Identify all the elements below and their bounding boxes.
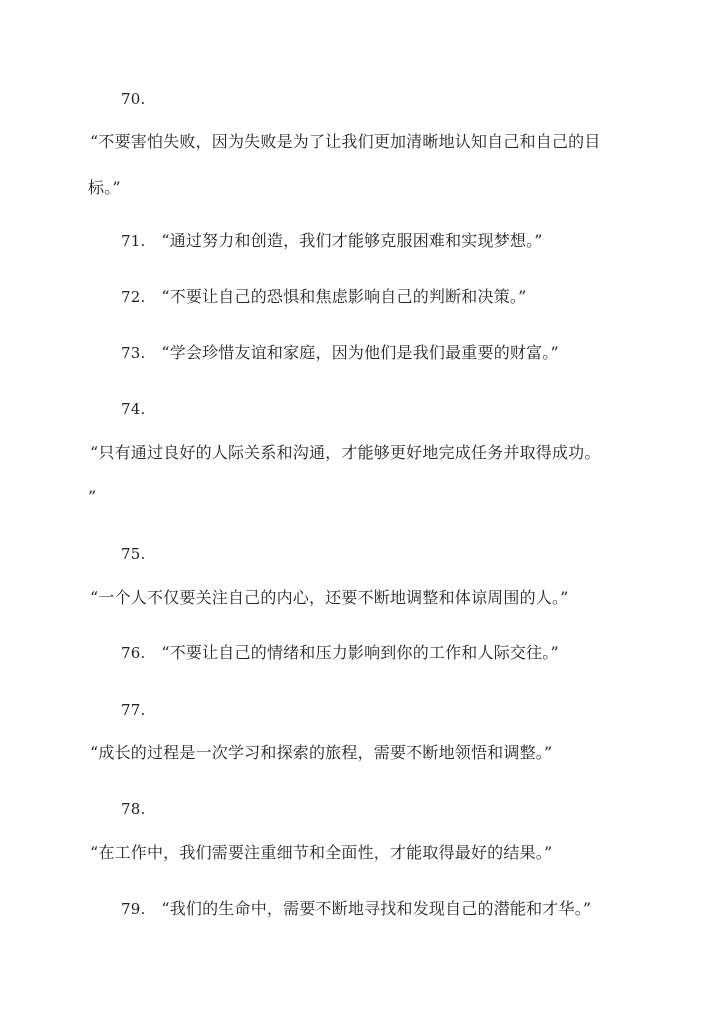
item-71 — [121, 230, 543, 252]
item-74-text-line-1: “只有通过良好的人际关系和沟通，才能够更好地完成任务并取得成功。 — [90, 443, 601, 462]
item-78-text: “在工作中，我们需要注重细节和全面性，才能取得最好的结果。” — [90, 843, 553, 862]
item-73 — [121, 342, 559, 364]
item-70-text-line-1: “不要害怕失败，因为失败是为了让我们更加清晰地认知自己和自己的目 — [90, 132, 601, 151]
item-76-number: 76. — [121, 644, 146, 662]
item-79-number: 79. — [121, 900, 146, 918]
item-79-text: “我们的生命中，需要不断地寻找和发现自己的潜能和才华。” — [161, 899, 592, 918]
item-75-number: 75. — [121, 545, 146, 563]
item-74-text-line-2: ” — [88, 487, 97, 506]
item-74-number: 74. — [121, 400, 146, 418]
item-78-number: 78. — [121, 800, 146, 818]
item-73-number: 73. — [121, 344, 146, 362]
item-77-text: “成长的过程是一次学习和探索的旅程，需要不断地领悟和调整。” — [90, 743, 553, 762]
item-71-number: 71. — [121, 232, 146, 250]
item-76 — [121, 642, 559, 664]
item-75-text: “一个人不仅要关注自己的内心，还要不断地调整和体谅周围的人。” — [90, 588, 569, 607]
item-72 — [121, 286, 527, 308]
item-71-text: “通过努力和创造，我们才能够克服困难和实现梦想。” — [161, 231, 543, 250]
item-73-text: “学会珍惜友谊和家庭，因为他们是我们最重要的财富。” — [161, 343, 559, 362]
item-77-number: 77. — [121, 701, 146, 719]
item-72-text: “不要让自己的恐惧和焦虑影响自己的判断和决策。” — [161, 287, 527, 306]
item-72-number: 72. — [121, 288, 146, 306]
item-79 — [121, 898, 591, 920]
item-70-number: 70. — [121, 90, 146, 108]
item-76-text: “不要让自己的情绪和压力影响到你的工作和人际交往。” — [161, 643, 559, 662]
item-70-text-line-2: 标。” — [88, 178, 121, 197]
